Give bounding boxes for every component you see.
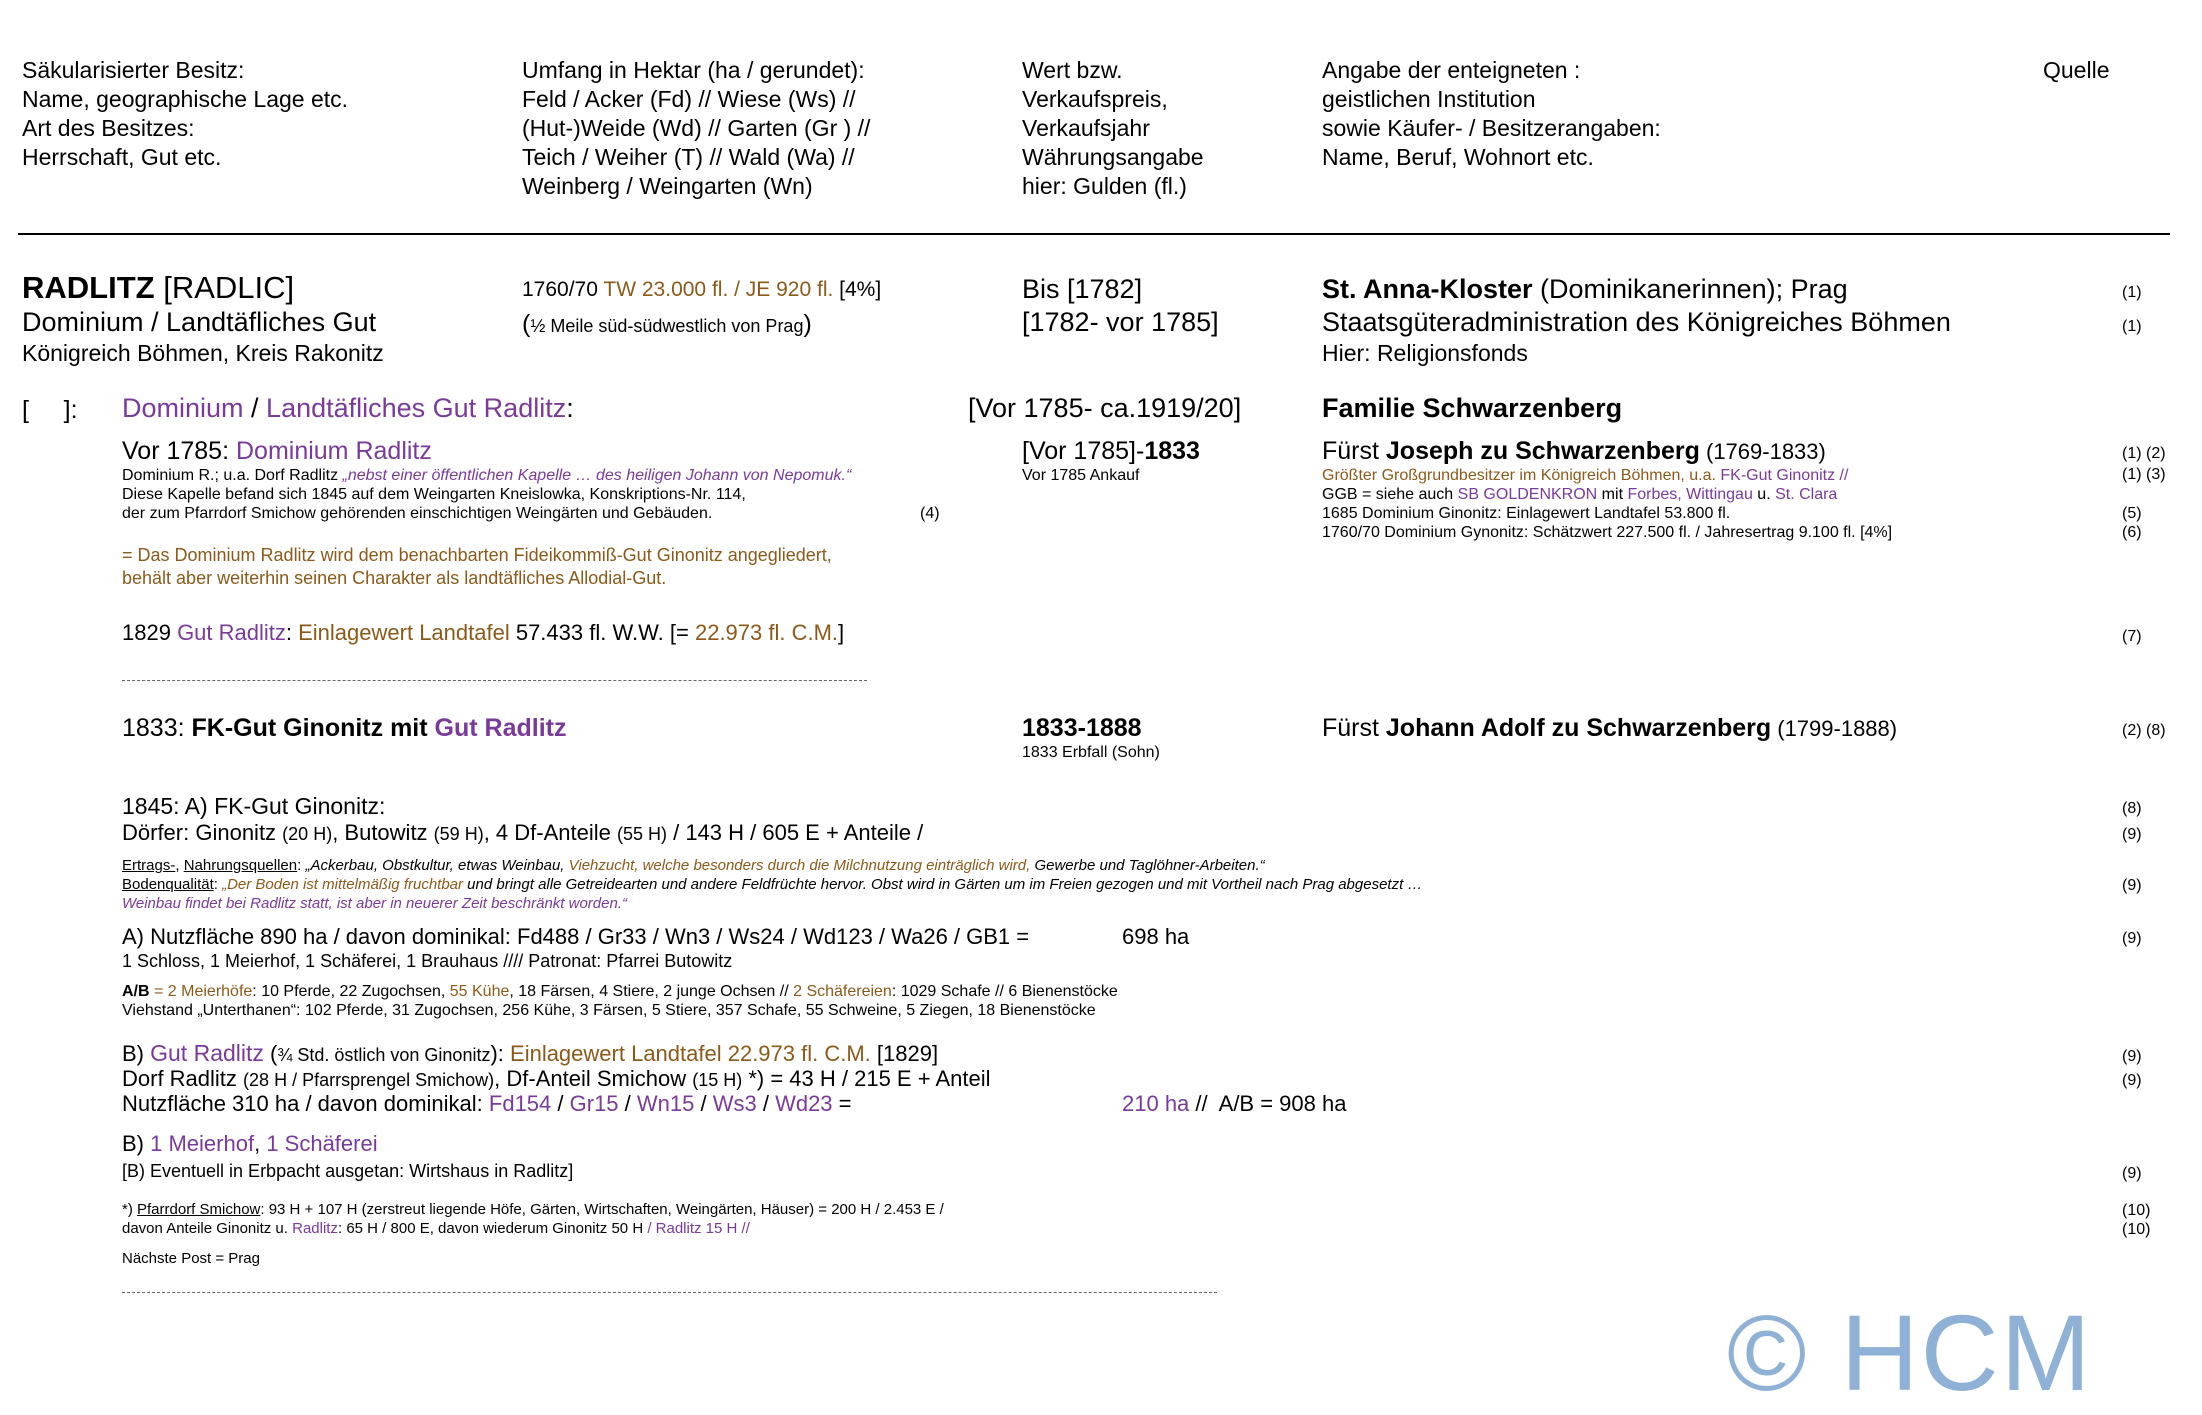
header-text: Art des Besitzes: [22, 115, 195, 141]
vor1785-owner-l5: 1760/70 Dominium Gynonitz: Schätzwert 227.500 fl. / Jahresertrag 9.100 fl. [4%] [1322, 524, 1893, 541]
label: Nahrungsquellen [183, 857, 298, 874]
text: *) [122, 1201, 137, 1218]
header-text: sowie Käufer- / Besitzerangaben: [1322, 115, 1661, 141]
text: , 4 Df-Anteile [483, 820, 617, 845]
text: ( [263, 1041, 278, 1066]
property-type: Dominium / Landtäfliches Gut [22, 307, 377, 337]
text: , [254, 1131, 267, 1156]
period-1: Bis [1782] [1022, 274, 1143, 304]
owner-1833 [1322, 714, 1897, 743]
vor1785-owner-l4: 1685 Dominium Ginonitz: Einlagewert Landtafel 53.800 fl. [1322, 505, 1731, 522]
place-name: RADLITZ [22, 270, 155, 305]
paren: ( [522, 310, 531, 338]
text: = [149, 983, 168, 1000]
sep: / [694, 1091, 713, 1116]
header-text: Währungsangabe [1022, 144, 1204, 170]
text: 1 Meierhof [150, 1131, 255, 1156]
text: Größter Großgrundbesitzer im Königreich Böhmen, u.a. [1322, 467, 1721, 484]
period-1833: 1833-1888 [1022, 714, 1142, 742]
area-total: 210 ha [1122, 1091, 1190, 1116]
valuation-year: 1760/70 [522, 278, 598, 301]
owner-3: Hier: Religionsfonds [1322, 340, 1528, 366]
valuation-value: TW 23.000 fl. / JE 920 fl. [603, 278, 834, 301]
boden-line2: Weinbau findet bei Radlitz statt, ist aber in neuerer Zeit beschränkt worden.“ [122, 895, 627, 912]
vor1785-line1 [122, 467, 851, 485]
source-ref: (9) [2122, 877, 2142, 894]
source-ref: (1) [2122, 284, 2142, 301]
value-label: Einlagewert Landtafel [298, 620, 510, 645]
section-family: Familie Schwarzenberg [1322, 393, 1623, 423]
vor1785-owner-l3 [1322, 486, 1837, 504]
separator [122, 1292, 1217, 1293]
header-text: geistlichen Institution [1322, 86, 1536, 112]
vor1785-owner-l2 [1322, 467, 1848, 485]
header-text: Weinberg / Weingarten (Wn) [522, 173, 813, 199]
text: ¾ Std. östlich von Ginonitz [277, 1045, 491, 1065]
owner-name: Joseph zu Schwarzenberg [1385, 437, 1700, 465]
text: Dorf Radlitz [122, 1066, 244, 1091]
quote-highlight: Viehzucht, welche besonders durch die Milchnutzung einträglich wird, [568, 857, 1031, 874]
sep: = [832, 1091, 852, 1116]
source-ref: (5) [2122, 505, 2142, 522]
header-text: Name, geographische Lage etc. [22, 86, 349, 112]
copyright-watermark: © HCM [1727, 1292, 2093, 1413]
heading-part: Landtäfliches Gut Radlitz [266, 393, 567, 423]
vor1785-label [122, 437, 432, 466]
header-text: Verkaufsjahr [1022, 115, 1150, 141]
property-region: Königreich Böhmen, Kreis Rakonitz [22, 340, 384, 366]
ab-line [122, 983, 1118, 1001]
partb-line4 [122, 1131, 378, 1157]
source-ref: (8) [2122, 800, 2142, 817]
place: Pfarrdorf Smichow [137, 1201, 261, 1218]
section-period: [Vor 1785- ca.1919/20] [968, 393, 1242, 423]
text: : [285, 620, 299, 645]
header-text: Wert bzw. [1022, 57, 1123, 83]
text: (15 H) [692, 1070, 743, 1090]
source-ref: (2) (8) [2122, 722, 2166, 739]
header-text: Angabe der enteigneten : [1322, 57, 1581, 83]
value: Einlagewert Landtafel 22.973 fl. C.M. [510, 1041, 871, 1066]
year: 1833: [122, 714, 192, 742]
sep: : [213, 876, 223, 893]
place: Gut Radlitz [150, 1040, 264, 1066]
text: 1829 [122, 620, 178, 645]
place-alt-name: [RADLIC] [163, 270, 295, 305]
title: Fürst [1322, 714, 1386, 742]
ertrag-line [122, 857, 1265, 874]
source-ref: (10) [2122, 1202, 2151, 1219]
header-col-source: Quelle [2043, 57, 2110, 83]
label: A/B [122, 983, 150, 1000]
source-ref: (7) [2122, 628, 2142, 645]
period-start: [Vor 1785]- [1022, 437, 1145, 465]
text: / 143 H / 605 E + Anteile / [666, 820, 924, 845]
header-col-3 [1022, 56, 1204, 201]
boden-line [122, 876, 1422, 893]
text: davon Anteile Ginonitz u. [122, 1220, 293, 1237]
text: : 65 H / 800 E, davon wiederum Ginonitz 50 H [337, 1220, 648, 1237]
text: 2 Schäfereien [793, 983, 892, 1000]
line-1829 [122, 620, 844, 646]
area-part: Gr15 [569, 1091, 619, 1116]
text: // A/B = 908 ha [1189, 1091, 1347, 1116]
text: Dominium R.; u.a. Dorf Radlitz [122, 467, 343, 484]
quote: „nebst einer öffentlichen Kapelle … des heiligen Johann von Nepomuk.“ [342, 467, 852, 484]
text: 1 Schäferei [266, 1131, 378, 1156]
sep: , [175, 857, 184, 874]
label: Ertrags- [122, 857, 176, 874]
value: 22.973 fl. C.M. [694, 620, 839, 645]
text: 57.433 fl. W.W. [= [509, 620, 695, 645]
source-ref: (9) [2122, 1048, 2142, 1065]
vor1785-period-note: Vor 1785 Ankauf [1022, 467, 1140, 484]
footnote-line1 [122, 1201, 944, 1218]
text: mit [1597, 486, 1628, 503]
source-ref: (10) [2122, 1221, 2151, 1238]
owner-name: St. Anna-Kloster [1322, 274, 1533, 304]
text: : 1029 Schafe // 6 Bienenstöcke [891, 983, 1118, 1000]
label-text: Vor 1785: [122, 437, 236, 465]
vor1785-owner [1322, 437, 1826, 466]
link-text: FK-Gut Ginonitz // [1720, 467, 1849, 484]
text: / Radlitz 15 H // [647, 1220, 750, 1237]
text: B) [122, 1131, 151, 1156]
schloss-line: 1 Schloss, 1 Meierhof, 1 Schäferei, 1 Brauhaus //// Patronat: Pfarrei Butowitz [122, 951, 733, 971]
header-col-1 [22, 56, 348, 172]
houses: (20 H) [282, 824, 333, 844]
period-end: 1833 [1144, 437, 1200, 465]
vor1785-period [1022, 437, 1200, 466]
header-text: Herrschaft, Gut etc. [22, 144, 222, 170]
header-divider [18, 233, 2170, 235]
quote: Gewerbe und Taglöhner-Arbeiten.“ [1030, 857, 1265, 874]
separator [122, 680, 867, 681]
partb-line5: [B) Eventuell in Erbpacht ausgetan: Wirtshaus in Radlitz] [122, 1161, 574, 1181]
text: 55 Kühe [449, 983, 510, 1000]
owner-years: (1799-1888) [1771, 716, 1898, 741]
partb-line1 [122, 1040, 938, 1067]
header-text: Säkularisierter Besitz: [22, 57, 245, 83]
source-ref: (9) [2122, 1165, 2142, 1182]
estate-link: Gut Radlitz [434, 714, 567, 742]
ref: St. Clara [1775, 486, 1838, 503]
ref: SB GOLDENKRON [1457, 486, 1598, 503]
viehstand-line: Viehstand „Unterthanen“: 102 Pferde, 31 Zugochsen, 256 Kühe, 3 Färsen, 5 Stiere, 357 Schafe, 55 Schweine, 5 Ziegen, 18 Bienenstöcke [122, 1002, 1096, 1019]
area-part: Wd23 [775, 1091, 833, 1116]
area-part: Ws3 [712, 1091, 757, 1116]
text: : 10 Pferde, 22 Zugochsen, [252, 983, 450, 1000]
area-part: Fd154 [488, 1091, 552, 1116]
vor1785-line3: der zum Pfarrdorf Smichow gehörenden einschichtigen Weingärten und Gebäuden. [122, 505, 713, 522]
text: ): [490, 1041, 511, 1066]
vor1785-line2: Diese Kapelle befand sich 1845 auf dem Weingarten Kneislowka, Konskriptions-Nr. 114, [122, 486, 746, 503]
header-text: Umfang in Hektar (ha / gerundet): [522, 57, 865, 83]
source-ref: (1) (3) [2122, 466, 2166, 483]
source-ref: (9) [2122, 930, 2142, 947]
place: Gut Radlitz [177, 620, 286, 645]
owner-name: Johann Adolf zu Schwarzenberg [1385, 714, 1772, 742]
source-ref: (9) [2122, 1072, 2142, 1089]
nutzflaeche-a: A) Nutzfläche 890 ha / davon dominikal: Fd488 / Gr33 / Wn3 / Ws24 / Wd123 / Wa26 / GB1 = [122, 924, 1030, 949]
heading-sep: / [243, 393, 267, 423]
owner-years: (1769-1833) [1699, 439, 1826, 464]
heading-part: Dominium [122, 393, 244, 423]
quote: und bringt alle Getreidearten und andere Feldfrüchte hervor. Obst wird in Gärten um im Freien gezogen und mit Vortheil nach Prag abgesetzt … [463, 876, 1423, 893]
sep: / [618, 1091, 637, 1116]
footnote-line2 [122, 1220, 750, 1237]
vor1785-note1: = Das Dominium Radlitz wird dem benachbarten Fideikommiß-Gut Ginonitz angegliedert, [122, 545, 832, 565]
text: Dörfer: Ginonitz [122, 820, 283, 845]
source-ref: (4) [920, 505, 940, 522]
text: ] [838, 620, 845, 645]
line-1845-villages [122, 820, 923, 846]
paren: ) [803, 310, 812, 338]
valuation-line [522, 278, 881, 302]
sep: : [297, 857, 306, 874]
text: B) [122, 1041, 151, 1066]
sep: / [551, 1091, 570, 1116]
section-bracket: [ ]: [22, 396, 78, 424]
header-text: Name, Beruf, Wohnort etc. [1322, 144, 1594, 170]
label: Bodenqualität [122, 876, 214, 893]
nutzflaeche-a-value: 698 ha [1122, 924, 1190, 949]
label-place: Dominium Radlitz [235, 437, 432, 465]
text: GGB = siehe auch [1322, 486, 1458, 503]
text: u. [1752, 486, 1776, 503]
source-ref: (1) [2122, 318, 2142, 335]
title-line [22, 270, 294, 306]
quote: „Ackerbau, Obstkultur, etwas Weinbau, [305, 857, 569, 874]
header-text: Verkaufspreis, [1022, 86, 1168, 112]
partb-line3-value [1122, 1091, 1346, 1117]
owner-1 [1322, 274, 1848, 305]
section-heading [122, 393, 574, 424]
line-1833 [122, 714, 566, 743]
vor1785-note2: behält aber weiterhin seinen Charakter als landtäfliches Allodial-Gut. [122, 568, 667, 588]
sep: / [756, 1091, 776, 1116]
header-text: Teich / Weiher (T) // Wald (Wa) // [522, 144, 855, 170]
text: , 18 Färsen, 4 Stiere, 2 junge Ochsen // [509, 983, 794, 1000]
owner-detail: (Dominikanerinnen); Prag [1540, 274, 1848, 304]
text: : 93 H + 107 H (zerstreut liegende Höfe, Gärten, Wirtschaften, Weingärten, Häuser) = 200 H / 2.453 E / [260, 1201, 944, 1218]
area-part: Wn15 [636, 1091, 695, 1116]
period-1833-note: 1833 Erbfall (Sohn) [1022, 744, 1160, 761]
text: [1829] [870, 1041, 939, 1066]
text: Nutzfläche 310 ha / davon dominikal: [122, 1091, 489, 1116]
text: *) = 43 H / 215 E + Anteil [742, 1066, 991, 1091]
valuation-pct: [4%] [839, 278, 882, 301]
source-ref: (9) [2122, 826, 2142, 843]
owner-2: Staatsgüteradministration des Königreiches Böhmen [1322, 307, 1951, 337]
title: Fürst [1322, 437, 1386, 465]
post-line: Nächste Post = Prag [122, 1250, 260, 1267]
text: (28 H / Pfarrsprengel Smichow) [243, 1070, 495, 1090]
heading-colon: : [566, 393, 574, 423]
houses: (59 H) [433, 824, 484, 844]
period-2: [1782- vor 1785] [1022, 307, 1219, 337]
header-text: (Hut-)Weide (Wd) // Garten (Gr ) // [522, 115, 871, 141]
partb-line2 [122, 1066, 990, 1092]
source-ref: (1) (2) [2122, 445, 2166, 462]
text: , Butowitz [332, 820, 434, 845]
source-ref: (6) [2122, 524, 2142, 541]
quote-highlight: „Der Boden ist mittelmäßig fruchtbar [222, 876, 464, 893]
location-text: ½ Meile süd-südwestlich von Prag [530, 316, 804, 336]
header-text: hier: Gulden (fl.) [1022, 173, 1187, 199]
header-text: Feld / Acker (Fd) // Wiese (Ws) // [522, 86, 856, 112]
text: 2 Meierhöfe [167, 983, 253, 1000]
header-col-2 [522, 56, 870, 201]
estate: FK-Gut Ginonitz mit [191, 714, 435, 742]
location-line [522, 310, 812, 339]
header-col-4 [1322, 56, 1661, 172]
text: , Df-Anteil Smichow [494, 1066, 693, 1091]
houses: (55 H) [616, 824, 667, 844]
ref: Forbes, Wittingau [1627, 486, 1753, 503]
place: Radlitz [292, 1220, 338, 1237]
line-1845-title: 1845: A) FK-Gut Ginonitz: [122, 793, 386, 819]
partb-line3 [122, 1091, 852, 1117]
